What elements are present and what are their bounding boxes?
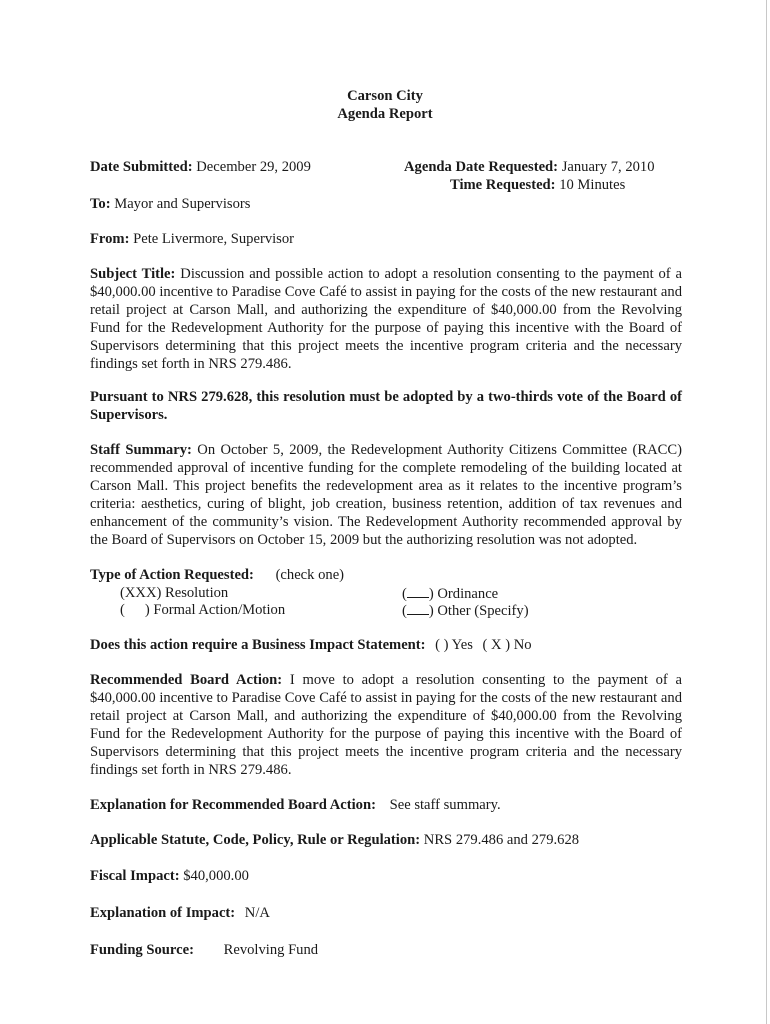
business-impact-label: Does this action require a Business Impact Statement: — [90, 637, 426, 653]
other-open-paren: ( — [402, 603, 407, 619]
to-label: To: — [90, 196, 111, 212]
agenda-date-value: January 7, 2010 — [561, 159, 655, 175]
fiscal-impact-label: Fiscal Impact: — [90, 868, 180, 884]
statute-label: Applicable Statute, Code, Policy, Rule or Regulation: — [90, 832, 421, 848]
fiscal-impact — [90, 867, 682, 885]
agenda-date-label: Agenda Date Requested: — [404, 159, 559, 175]
recommended-board-action — [90, 671, 682, 779]
type-of-action-hint: (check one) — [275, 567, 345, 583]
date-submitted-label: Date Submitted: — [90, 159, 193, 175]
header-title: Carson City — [347, 88, 423, 104]
to-value: Mayor and Supervisors — [114, 196, 251, 212]
time-requested-label: Time Requested: — [450, 177, 556, 193]
ordinance-text: ) Ordinance — [428, 586, 499, 602]
from-value: Pete Livermore, Supervisor — [133, 231, 295, 247]
explanation-impact-label: Explanation of Impact: — [90, 905, 236, 921]
option-resolution: (XXX) Resolution — [120, 585, 229, 601]
date-submitted-value: December 29, 2009 — [196, 159, 311, 175]
explanation-of-impact — [90, 904, 682, 922]
pursuant-statement: Pursuant to NRS 279.628, this resolution must be adopted by a two-thirds vote of the Board of Supervisors. — [90, 389, 682, 423]
business-impact-yes: ( ) Yes — [435, 637, 473, 653]
funding-source-label: Funding Source: — [90, 942, 194, 958]
applicable-statute — [90, 831, 700, 849]
explanation-for-action — [90, 796, 682, 814]
ordinance-open-paren: ( — [402, 586, 407, 602]
subject-text: Discussion and possible action to adopt a resolution consenting to the payment of a $40,000.00 incentive to Paradise Cove Café to assist in paying for the costs of the new restaurant and retail project at Carson Mall, and authorizing the expenditure of $40,000.00 from the Revolving Fund for the Redevelopment Authority for the purpose of paying this incentive with the Board of Supervisors determining that this project meets the incentive program criteria and the necessary findings set forth in NRS 279.486. — [90, 266, 683, 372]
type-of-action-label: Type of Action Requested: — [90, 567, 254, 583]
option-other — [402, 601, 529, 620]
to-line — [90, 195, 682, 213]
fiscal-impact-value: $40,000.00 — [183, 868, 249, 884]
other-blank — [407, 601, 429, 615]
recommended-text: I move to adopt a resolution consenting to the payment of a $40,000.00 incentive to Paradise Cove Café to assist in paying for the costs of the new restaurant and retail project at Carson Mall, and authorizing the expenditure of $40,000.00 from the Revolving Fund for the Redevelopment Authority for the purpose of paying this incentive with the Board of Supervisors determining that this project meets the incentive program criteria and the necessary findings set forth in NRS 279.486. — [90, 672, 682, 778]
formal-text: ) Formal Action/Motion — [144, 602, 286, 618]
business-impact-no: ( X ) No — [482, 637, 532, 653]
recommended-label: Recommended Board Action: — [90, 672, 283, 688]
staff-summary-label: Staff Summary: — [90, 442, 192, 458]
explanation-action-value: See staff summary. — [389, 797, 501, 813]
explanation-action-label: Explanation for Recommended Board Action: — [90, 797, 376, 813]
subject-title — [90, 265, 682, 373]
staff-summary — [90, 441, 682, 549]
funding-source-value: Revolving Fund — [223, 942, 319, 958]
scan-edge-line — [766, 0, 767, 1024]
from-label: From: — [90, 231, 130, 247]
explanation-impact-value: N/A — [244, 905, 270, 921]
option-formal-action — [120, 601, 285, 619]
type-of-action — [90, 566, 682, 584]
agenda-date-requested — [404, 158, 684, 176]
from-line — [90, 230, 682, 248]
funding-source — [90, 941, 682, 959]
business-impact-question — [90, 636, 690, 654]
time-requested — [450, 176, 730, 194]
formal-open-paren: ( — [120, 602, 125, 618]
statute-value: NRS 279.486 and 279.628 — [423, 832, 580, 848]
staff-summary-text: On October 5, 2009, the Redevelopment Authority Citizens Committee (RACC) recommended approval of incentive funding for the complete remodeling of the building located at Carson Mall. This project benefits the redevelopment area as it relates to the incentive program’s criteria: aesthetics, curing of blight, job creation, business retention, addition of tax revenues and enhancement of the community’s vision. The Redevelopment Authority recommended approval by the Board of Supervisors on October 15, 2009 but the authorizing resolution was not adopted. — [90, 442, 682, 548]
ordinance-blank — [407, 584, 429, 598]
header-subtitle: Agenda Report — [337, 106, 433, 122]
subject-label: Subject Title: — [90, 266, 176, 282]
other-text: ) Other (Specify) — [428, 603, 529, 619]
time-requested-value: 10 Minutes — [559, 177, 626, 193]
